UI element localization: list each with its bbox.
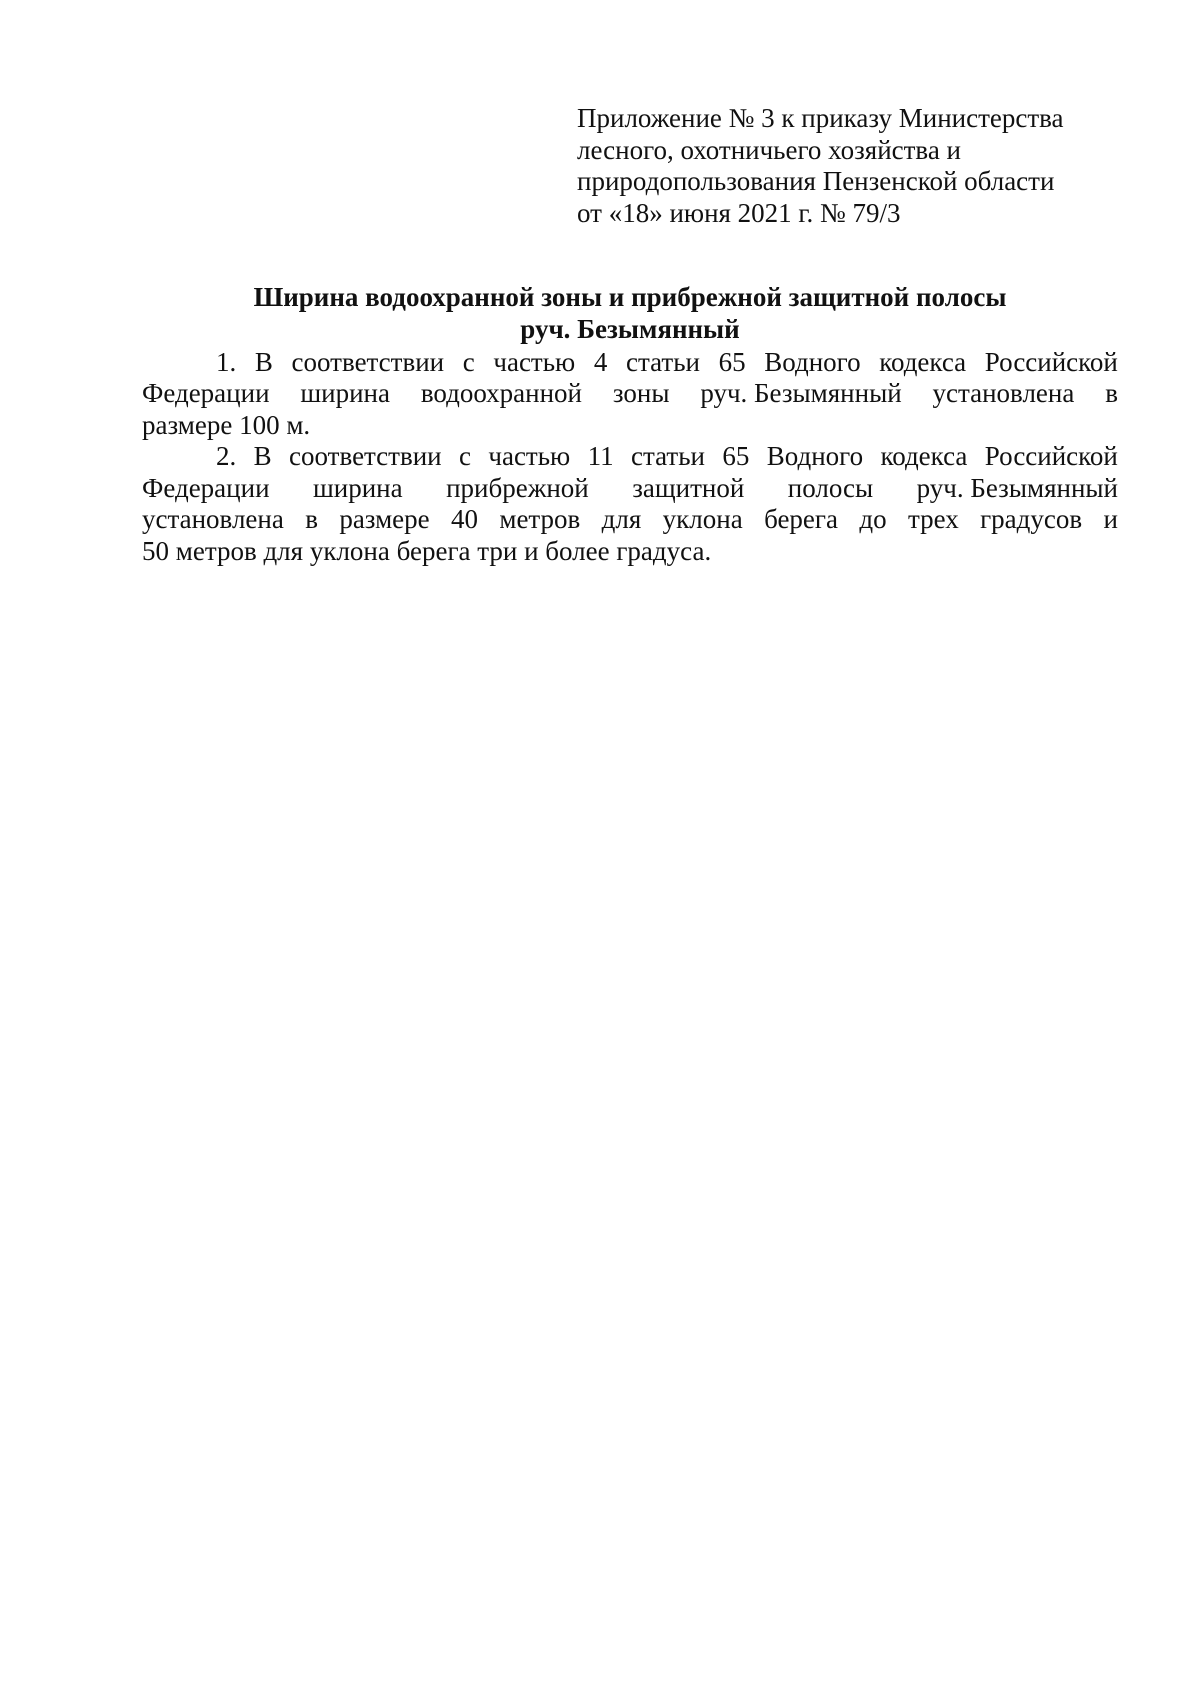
word: с: [459, 441, 471, 471]
word: в: [1105, 378, 1118, 408]
word: соответствии: [289, 441, 442, 471]
word: 40: [451, 504, 478, 534]
word: 4: [593, 347, 608, 377]
word: Федерации: [142, 378, 270, 408]
word: Федерации: [142, 473, 270, 503]
word: установлена: [142, 504, 284, 534]
word: Российской: [984, 347, 1118, 377]
paragraph-2-line-4: 50 метров для уклона берега три и более градуса.: [142, 536, 712, 566]
word: в: [305, 504, 318, 534]
word: размере: [339, 504, 430, 534]
paragraph-2-line-3: [142, 504, 1118, 536]
word: защитной: [632, 473, 745, 503]
word: частью: [493, 347, 576, 377]
word: прибрежной: [446, 473, 589, 503]
word: уклона: [662, 504, 743, 534]
appendix-line: лесного, охотничьего хозяйства и: [577, 134, 961, 165]
word: 1.: [216, 347, 237, 377]
word: метров: [499, 504, 581, 534]
word: руч. Безымянный: [700, 378, 902, 408]
word: В: [254, 347, 273, 377]
paragraph-2-line-1: [216, 441, 1118, 473]
word: ширина: [300, 378, 390, 408]
word: ширина: [312, 473, 403, 503]
word: установлена: [932, 378, 1075, 408]
word: трех: [907, 504, 959, 534]
paragraph-1-line-3: размере 100 м.: [142, 410, 311, 440]
word: берега: [764, 504, 838, 534]
word: руч. Безымянный: [916, 473, 1118, 503]
word: соответствии: [291, 347, 445, 377]
word: с: [462, 347, 475, 377]
document-subtitle: руч. Безымянный: [520, 314, 740, 344]
word: и: [1103, 504, 1118, 534]
word: 65: [722, 441, 750, 471]
word: Водного: [764, 347, 861, 377]
document-title: Ширина водоохранной зоны и прибрежной защитной полосы: [253, 282, 1007, 312]
appendix-line: природопользования Пензенской области: [577, 166, 1055, 196]
paragraph-2-line-2: [142, 473, 1118, 505]
word: зоны: [612, 378, 670, 408]
word: до: [859, 504, 887, 534]
word: градусов: [980, 504, 1083, 534]
word: В: [253, 441, 272, 471]
appendix-header: [577, 103, 1097, 229]
paragraph-1-line-1: [216, 347, 1118, 379]
word: водоохранной: [420, 378, 583, 408]
word: Водного: [766, 441, 864, 471]
appendix-line: от «18» июня 2021 г. № 79/3: [577, 197, 901, 228]
word: 65: [718, 347, 746, 377]
word: статьи: [626, 347, 700, 377]
word: частью: [488, 441, 571, 471]
appendix-line: Приложение № 3 к приказу Министерства: [577, 103, 1064, 133]
word: полосы: [787, 473, 874, 503]
paragraph-1-line-2: [142, 378, 1118, 410]
word: кодекса: [880, 441, 968, 471]
word: 11: [587, 441, 614, 471]
word: статьи: [631, 441, 705, 471]
word: Российской: [984, 441, 1118, 471]
word: для: [601, 504, 642, 534]
word: кодекса: [879, 347, 967, 377]
word: 2.: [216, 441, 237, 471]
